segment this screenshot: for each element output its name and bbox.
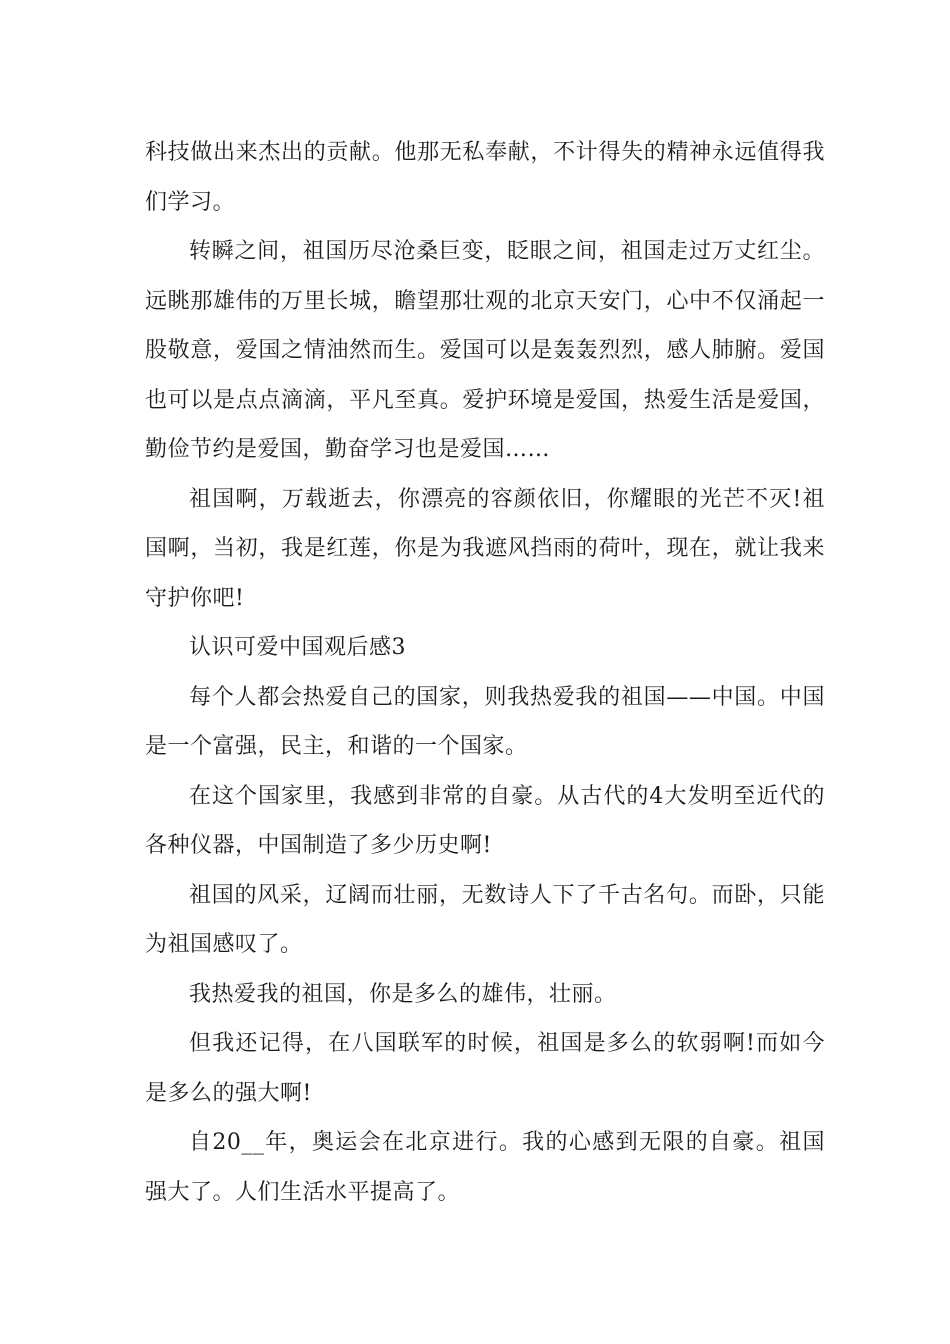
paragraph: 但我还记得，在八国联军的时候，祖国是多么的软弱啊!而如今是多么的强大啊! [145, 1031, 825, 1106]
section-heading: 认识可爱中国观后感3 [189, 635, 406, 660]
paragraph: 祖国啊，万载逝去，你漂亮的容颜依旧，你耀眼的光芒不灭!祖国啊，当初，我是红莲，你是为我遮风挡雨的荷叶，现在，就让我来守护你吧! [145, 486, 825, 611]
document-body [145, 128, 825, 1217]
paragraph: 我热爱我的祖国，你是多么的雄伟，壮丽。 [189, 981, 617, 1007]
paragraph: 转瞬之间，祖国历尽沧桑巨变，眨眼之间，祖国走过万丈红尘。远眺那雄伟的万里长城，瞻望那壮观的北京天安门，心中不仅涌起一股敬意，爱国之情油然而生。爱国可以是轰轰烈烈，感人肺腑。爱国也可以是点点滴滴，平凡至真。爱护环境是爱国，热爱生活是爱国，勤俭节约是爱国，勤奋学习也是爱国…… [145, 239, 825, 462]
paragraph: 在这个国家里，我感到非常的自豪。从古代的4大发明至近代的各种仪器，中国制造了多少历史啊! [145, 783, 825, 858]
paragraph-continued: 科技做出来杰出的贡献。他那无私奉献，不计得失的精神永远值得我们学习。 [145, 140, 825, 215]
paragraph: 自20__年，奥运会在北京进行。我的心感到无限的自豪。祖国强大了。人们生活水平提高了。 [145, 1130, 825, 1205]
paragraph: 祖国的风采，辽阔而壮丽，无数诗人下了千古名句。而卧，只能为祖国感叹了。 [145, 882, 825, 957]
paragraph: 每个人都会热爱自己的国家，则我热爱我的祖国——中国。中国是一个富强，民主，和谐的一个国家。 [145, 684, 825, 759]
